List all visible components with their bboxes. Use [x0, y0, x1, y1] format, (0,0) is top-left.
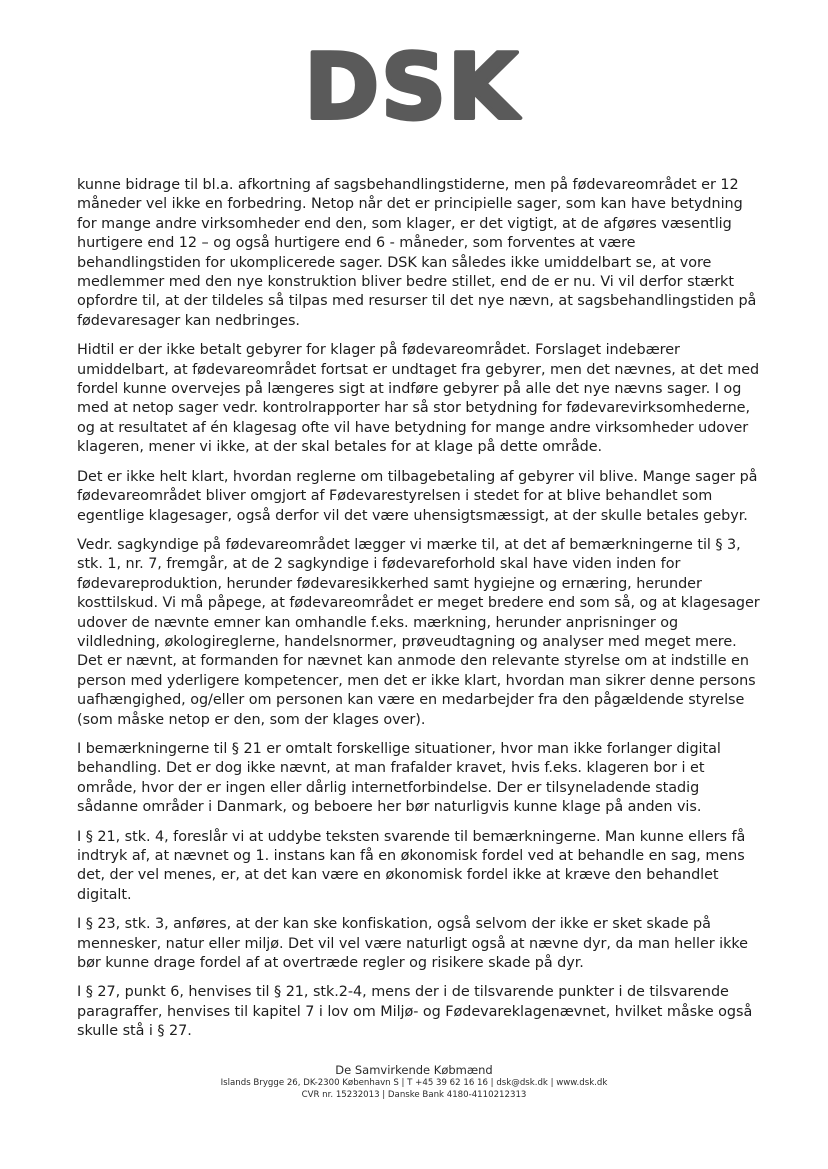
paragraph: kunne bidrage til bl.a. afkortning af sagsbehandlingstiderne, men på fødevareområdet er 12 måneder vel ikke en forbedring. Netop når det er principielle sager, som kan have betydning for mange andre virksomheder end den, som klager, er det vigtigt, at de afgøres væsentlig hurtigere end 12 – og også hurtigere end 6 - måneder, som forventes at være behandlingstiden for ukomplicerede sager. DSK kan således ikke umiddelbart se, at vore medlemmer med den nye konstruktion bliver bedre stillet, end de er nu. Vi vil derfor stærkt opfordre til, at der tildeles så tilpas med resurser til det nye nævn, at sagsbehandlingstiden på fødevaresager kan nedbringes.	[77, 177, 757, 329]
footer-address: Islands Brygge 26, DK-2300 København S | T +45 39 62 16 16 | dsk@dsk.dk | www.dsk.dk	[220, 1078, 608, 1088]
paragraph: Hidtil er der ikke betalt gebyrer for klager på fødevareområdet. Forslaget indebærer umiddelbart, at fødevareområdet fortsat er undtaget fra gebyrer, men det nævnes, at det med fordel kunne overvejes på længeres sigt at indføre gebyrer på alle det nye nævns sager. I og med at netop sager vedr. kontrolrapporter har så stor betydning for fødevarevirksomhederne, og at resultatet af én klagesag ofte vil have betydning for mange andre virksomheder udover klageren, mener vi ikke, at der skal betales for at klage på dette område.	[77, 342, 760, 456]
paragraph: I § 27, punkt 6, henvises til § 21, stk.2-4, mens der i de tilsvarende punkter i de tilsvarende paragraffer, henvises til kapitel 7 i lov om Miljø- og Fødevareklagenævnet, hvilket måske også skulle stå i § 27.	[77, 984, 753, 1040]
footer-registration: CVR nr. 15232013 | Danske Bank 4180-4110212313	[301, 1090, 527, 1100]
paragraph: I bemærkningerne til § 21 er omtalt forskellige situationer, hvor man ikke forlanger digital behandling. Det er dog ikke nævnt, at man frafalder kravet, hvis f.eks. klageren bor i et område, hvor der er ingen eller dårlig internetforbindelse. Der er tilsyneladende stadig sådanne områder i Danmark, og beboere her bør naturligvis kunne klage på anden vis.	[77, 740, 721, 816]
letter-body	[77, 176, 761, 1052]
dsk-logo-mark	[282, 44, 542, 128]
paragraph: Vedr. sagkyndige på fødevareområdet lægger vi mærke til, at det af bemærkningerne til § 3, stk. 1, nr. 7, fremgår, at de 2 sagkyndige i fødevareforhold skal have viden inden for fødevareproduktion, herunder fødevaresikkerhed samt hygiejne og ernæring, herunder kosttilskud. Vi må påpege, at fødevareområdet er meget bredere end som så, og at klagesager udover de nævnte emner kan omhandle f.eks. mærkning, herunder anprisninger og vildledning, økologireglerne, handelsnormer, prøveudtagning og analyser med meget mere. Det er nævnt, at formanden for nævnet kan anmode den relevante styrelse om at indstille en person med yderligere kompetencer, men det er ikke klart, hvordan man sikrer denne persons uafhængighed, og/eller om personen kan være en medarbejder fra den pågældende styrelse (som måske netop er den, som der klages over).	[77, 536, 760, 728]
logo-text: DSK	[304, 44, 520, 128]
footer-company-name: De Samvirkende Købmænd	[335, 1063, 493, 1077]
dsk-logo	[282, 44, 542, 128]
page-footer	[0, 1063, 828, 1101]
paragraph: Det er ikke helt klart, hvordan reglerne om tilbagebetaling af gebyrer vil blive. Mange sager på fødevareområdet bliver omgjort af Fødevarestyrelsen i stedet for at blive behandlet som egentlige klagesager, også derfor vil det være uhensigtsmæssigt, at der skulle betales gebyr.	[77, 468, 758, 524]
paragraph: I § 23, stk. 3, anføres, at der kan ske konfiskation, også selvom der ikke er sket skade på mennesker, natur eller miljø. Det vil vel være naturligt også at nævne dyr, da man heller ikke bør kunne drage fordel af at overtræde regler og risikere skade på dyr.	[77, 916, 748, 972]
paragraph: I § 21, stk. 4, foreslår vi at uddybe teksten svarende til bemærkningerne. Man kunne ellers få indtryk af, at nævnet og 1. instans kan få en økonomisk fordel ved at behandle en sag, mens det, der vel menes, er, at det kan være en økonomisk fordel ikke at kræve den behandlet digitalt.	[77, 828, 746, 903]
